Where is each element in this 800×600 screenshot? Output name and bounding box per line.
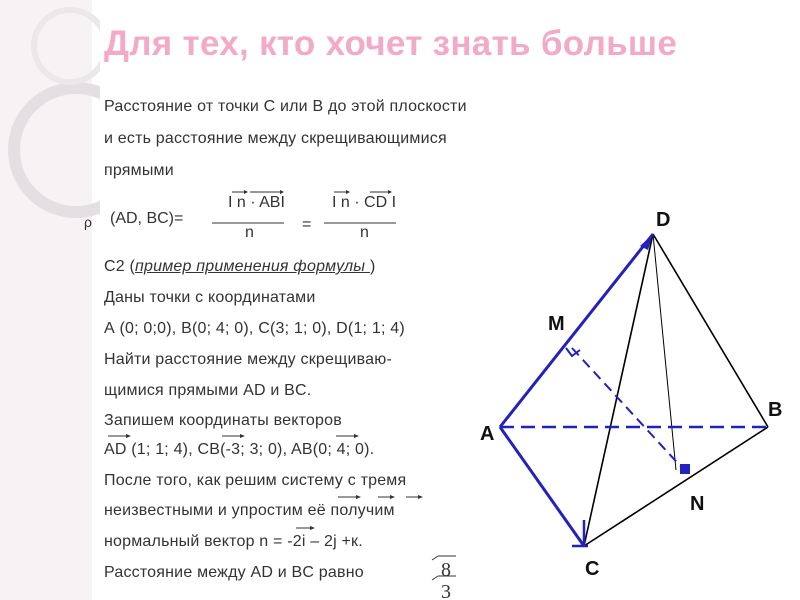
body-line-4: щимися прямыми AD и BC. — [104, 382, 312, 399]
body-line-1: Даны точки с координатами — [104, 289, 316, 306]
formula-denominator-1: n — [245, 224, 254, 241]
example-prefix: С2 ( — [104, 258, 136, 275]
vertex-label-B: B — [768, 399, 783, 421]
point-label-M: M — [548, 313, 565, 335]
edge-CB — [584, 427, 768, 546]
intro-line-3: прямыми — [104, 162, 174, 179]
body-line-8: неизвестными и упростим её получим — [104, 502, 395, 519]
body-line-9: нормальный вектор n = -2i – 2j +к. — [104, 533, 363, 550]
body-line-7: После того, как решим систему с тремя — [104, 472, 407, 489]
segment-DN — [653, 234, 676, 470]
formula-numerator-1: I n · ABI — [228, 194, 285, 211]
point-label-N: N — [690, 493, 705, 515]
intro-line-1: Расстояние от точки С или В до этой плоскости — [104, 98, 467, 115]
vertex-label-C: C — [585, 558, 600, 580]
vertex-label-D: D — [656, 209, 671, 231]
example-link[interactable]: пример применения формулы — [135, 258, 370, 275]
slide-title: Для тех, кто хочет знать больше — [104, 24, 678, 63]
intro-line-2: и есть расстояние между скрещивающимися — [104, 130, 447, 147]
answer-numerator: 8 — [441, 559, 451, 581]
formula-equals: = — [302, 216, 312, 233]
example-suffix: ) — [369, 258, 376, 275]
formula-denominator-2: n — [360, 224, 369, 241]
edge-AC — [500, 427, 584, 546]
formula-lhs: (AD, BC)= — [110, 210, 184, 227]
answer-denominator: 3 — [441, 581, 451, 600]
segment-MN — [572, 348, 684, 470]
body-line-5: Запишем координаты векторов — [104, 412, 342, 429]
edge-AD — [500, 234, 653, 427]
body-line-3: Найти расстояние между скрещиваю- — [104, 351, 392, 368]
edge-DC — [584, 234, 653, 546]
body-line-10: Расстояние между AD и BC равно — [104, 564, 364, 581]
body-line-6: AD (1; 1; 4), CB(-3; 3; 0), AB(0; 4; 0). — [104, 441, 375, 458]
formula-rho: ρ — [84, 214, 92, 230]
body-line-2: А (0; 0;0), В(0; 4; 0), С(3; 1; 0), D(1; 1; 4) — [104, 320, 405, 337]
edge-DB — [653, 234, 768, 427]
formula-numerator-2: I n · CD I — [332, 194, 397, 211]
right-angle-N — [680, 464, 690, 474]
vertex-label-A: A — [480, 423, 495, 445]
